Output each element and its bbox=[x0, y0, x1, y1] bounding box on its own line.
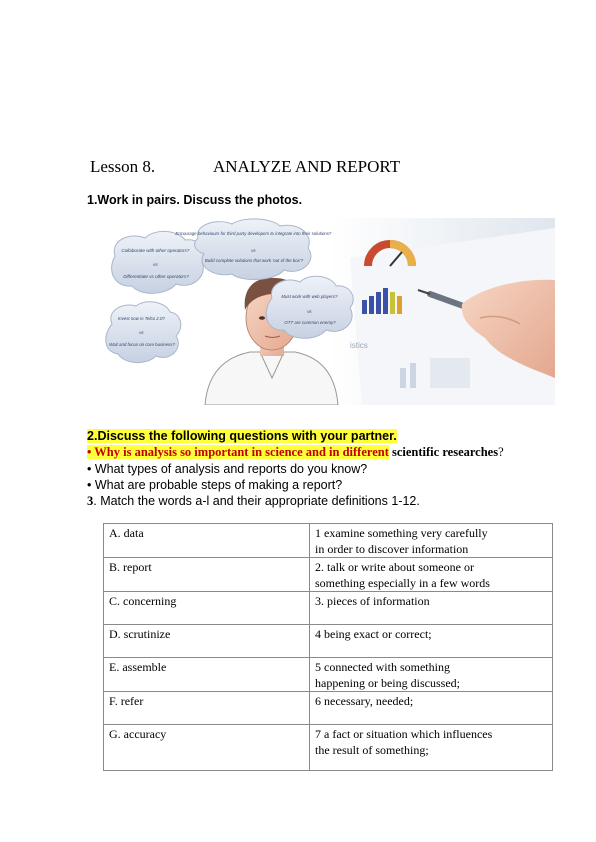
definition-cell bbox=[310, 592, 553, 625]
question-1-highlight: • Why is analysis so important in science and in different bbox=[87, 445, 389, 459]
bubble-text: Invest now in Telco 2.0? bbox=[117, 316, 165, 321]
question-1-rest: scientific researches bbox=[388, 445, 499, 459]
definition-line: something especially in a few words bbox=[315, 575, 490, 590]
definition-cell bbox=[310, 558, 553, 592]
word-cell: D. scrutinize bbox=[104, 625, 310, 658]
thought-bubble-right bbox=[266, 276, 353, 338]
task-2-label: Discuss the following questions with your partner. bbox=[97, 429, 397, 443]
word-cell: E. assemble bbox=[104, 658, 310, 692]
bubble-text: Encourage behaviours for third party developers to integrate into their solutions? bbox=[175, 231, 332, 236]
thought-bubble-left-bottom bbox=[106, 302, 181, 363]
lesson-title bbox=[90, 157, 400, 177]
bubble-text: Collaborate with other operators? bbox=[121, 248, 190, 253]
definition-line: happening or being discussed; bbox=[315, 675, 460, 690]
bubble-text: Differentiate vs other operators? bbox=[123, 274, 189, 279]
table-row bbox=[104, 592, 553, 625]
question-2: • What types of analysis and reports do you know? bbox=[87, 462, 368, 476]
word-cell: C. concerning bbox=[104, 592, 310, 625]
bubble-text: OTT are common enemy? bbox=[284, 320, 336, 325]
word-cell: F. refer bbox=[104, 692, 310, 725]
definition-cell bbox=[310, 625, 553, 658]
table-row bbox=[104, 725, 553, 771]
definition-line: in order to discover information bbox=[315, 541, 469, 556]
bubble-text: Must work with web players? bbox=[281, 294, 338, 299]
question-1-mark: ? bbox=[498, 445, 504, 459]
task-3-number: 3 bbox=[87, 494, 94, 508]
table-row bbox=[104, 692, 553, 725]
question-3: • What are probable steps of making a report? bbox=[87, 478, 343, 492]
word-cell: G. accuracy bbox=[104, 725, 310, 771]
table-row bbox=[104, 658, 553, 692]
lesson-heading: ANALYZE AND REPORT bbox=[213, 157, 401, 176]
word-cell: A. data bbox=[104, 524, 310, 558]
definition-line: 6 necessary, needed; bbox=[315, 694, 414, 708]
table-row bbox=[104, 524, 553, 558]
task-2-number: 2. bbox=[87, 429, 98, 443]
definition-line: 5 connected with something bbox=[315, 660, 450, 674]
bubble-vs: vs bbox=[139, 330, 144, 335]
matching-table bbox=[103, 523, 553, 771]
task-2-instruction bbox=[87, 429, 397, 443]
chart-text: istics bbox=[350, 341, 368, 350]
table-row bbox=[104, 625, 553, 658]
bubble-text: Wait and focus on core business? bbox=[109, 342, 175, 347]
table-row bbox=[104, 558, 553, 592]
definition-line: 1 examine something very carefully bbox=[315, 526, 488, 540]
bubble-text: Build complete solutions that work 'out of the box'? bbox=[204, 258, 304, 263]
definition-cell bbox=[310, 725, 553, 771]
bubble-vs: vs bbox=[153, 262, 158, 267]
definition-line: 4 being exact or correct; bbox=[315, 627, 432, 641]
definition-line: 2. talk or write about someone or bbox=[315, 560, 474, 574]
bubble-vs: vs bbox=[307, 309, 312, 314]
definition-line: 7 a fact or situation which influences bbox=[315, 727, 493, 741]
definition-cell bbox=[310, 658, 553, 692]
lesson-number: Lesson 8. bbox=[90, 157, 156, 176]
word-cell: B. report bbox=[104, 558, 310, 592]
definition-line: 3. pieces of information bbox=[315, 594, 430, 608]
definition-cell bbox=[310, 692, 553, 725]
discussion-photo bbox=[100, 218, 555, 405]
definition-line: the result of something; bbox=[315, 742, 429, 757]
bubble-vs: vs bbox=[251, 248, 256, 253]
task-3-label: . Match the words a-l and their appropriate definitions 1-12. bbox=[93, 494, 420, 508]
thought-bubble-left-top bbox=[112, 231, 205, 293]
task-3-instruction bbox=[87, 494, 420, 509]
task-1-instruction: 1.Work in pairs. Discuss the photos. bbox=[87, 193, 303, 207]
definition-cell bbox=[310, 524, 553, 558]
question-1 bbox=[87, 445, 504, 460]
chart-panel bbox=[430, 358, 470, 388]
